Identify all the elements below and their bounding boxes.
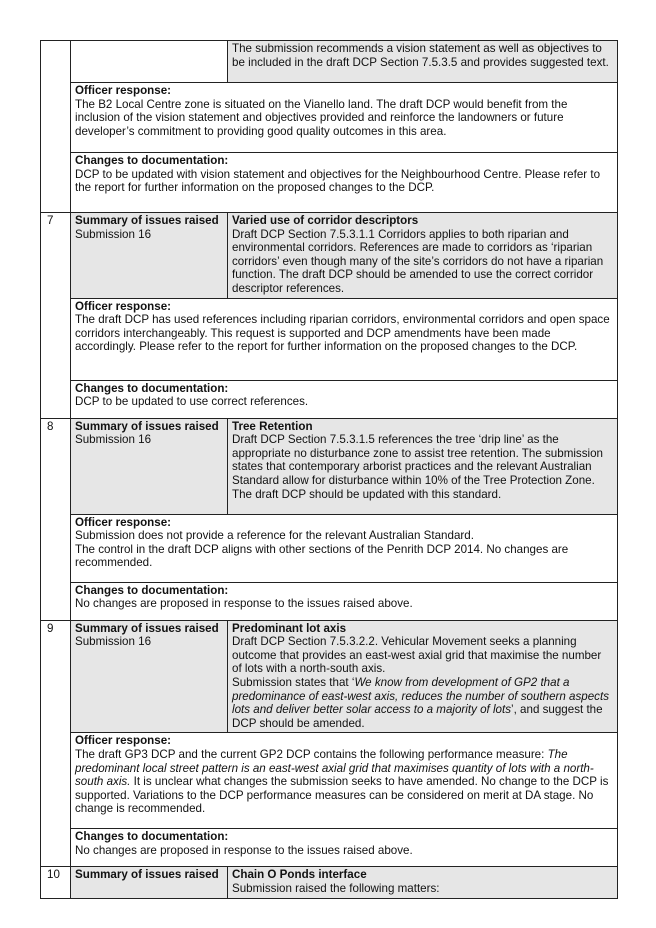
- issue-text: Draft DCP Section 7.5.3.1.5 references the tree ‘drip line’ as the appropriate no disturbance zone to assist tree retention. The submission states that contemporary arborist practices and the relevant Australian Standard allow for disturbance within 10% of the Tree Protection Zone. The draft DCP should be updated with this standard.: [232, 433, 603, 501]
- row-number-cell: 10: [41, 867, 71, 898]
- table-row: [41, 733, 618, 829]
- row-number-cell: 9: [41, 620, 71, 867]
- changes-heading: Changes to documentation:: [75, 154, 229, 167]
- officer-response-cell: [71, 733, 618, 829]
- changes-cell: [71, 582, 618, 620]
- table-row: [41, 153, 618, 213]
- changes-heading: Changes to documentation:: [75, 381, 229, 395]
- table-row: [41, 620, 618, 733]
- changes-cell: [71, 829, 618, 867]
- issue-text-quote: Submission states that ‘We know from development of GP2 that a predominance of east-west axis, reduces the number of southern aspects lots and deliver better solar access to a majority of lots’, and suggest the DCP should be amended.: [232, 675, 610, 730]
- table-row: [41, 213, 618, 299]
- issue-title: Tree Retention: [232, 419, 313, 433]
- issue-text: Draft DCP Section 7.5.3.1.1 Corridors applies to both riparian and environmental corridors. References are made to corridors as ‘riparian corridors’ even though many of the site’s corridors do not have a riparian function. The draft DCP should be amended to use the correct corridor descriptor references.: [232, 227, 604, 295]
- issue-detail-cell: [228, 867, 618, 898]
- table-row: [41, 582, 618, 620]
- officer-response-heading: Officer response:: [75, 515, 171, 529]
- officer-response-text: The draft DCP has used references including riparian corridors, environmental corridors and open space corridors interchangeably. This request is supported and DCP amendments have been made accordingly. Please refer to the report for further information on the proposed changes to the DCP.: [75, 313, 610, 354]
- officer-response-cell: [71, 298, 618, 380]
- changes-heading: Changes to documentation:: [75, 830, 229, 844]
- table-row: [41, 867, 618, 898]
- summary-heading: Summary of issues raised: [75, 214, 219, 227]
- submissions-table: [40, 40, 618, 899]
- changes-text: No changes are proposed in response to the issues raised above.: [75, 597, 413, 611]
- officer-response-cell: [71, 83, 618, 153]
- issue-detail-cell: [228, 41, 618, 83]
- officer-response-heading: Officer response:: [75, 734, 171, 748]
- changes-cell: [71, 380, 618, 418]
- row-number-cell: [41, 41, 71, 213]
- summary-label-cell: [71, 41, 228, 83]
- officer-response-text: The draft GP3 DCP and the current GP2 DCP contains the following performance measure: The predominant local street pattern is an east-west axial grid that maximises quantity of lots with a north-south axis. It is unclear what changes the submission seeks to have amended. No change to the DCP is supported. Variations to the DCP performance measures can be considered on merit at DA stage. No change is recommended.: [75, 747, 609, 816]
- officer-response-heading: Officer response:: [75, 299, 171, 313]
- officer-response-heading: Officer response:: [75, 84, 171, 97]
- table-row: [41, 829, 618, 867]
- summary-heading: Summary of issues raised: [75, 621, 219, 635]
- submission-reference: Submission 16: [75, 433, 152, 447]
- issue-text: Submission raised the following matters:: [232, 881, 440, 895]
- officer-response-text: The control in the draft DCP aligns with other sections of the Penrith DCP 2014. No changes are recommended.: [75, 542, 569, 570]
- submission-reference: Submission 16: [75, 227, 152, 241]
- issue-detail-cell: [228, 418, 618, 514]
- changes-text: DCP to be updated to use correct references.: [75, 395, 309, 409]
- changes-text: DCP to be updated with vision statement and objectives for the Neighbourhood Centre. Please refer to the report for further information on the proposed changes to the DCP.: [75, 167, 601, 195]
- row-number-cell: 7: [41, 213, 71, 419]
- table-row: [41, 418, 618, 514]
- table-row: [41, 298, 618, 380]
- summary-heading: Summary of issues raised: [75, 419, 219, 433]
- changes-text: No changes are proposed in response to the issues raised above.: [75, 843, 413, 857]
- summary-label-cell: [71, 418, 228, 514]
- table-row: [41, 514, 618, 582]
- summary-label-cell: [71, 867, 228, 898]
- summary-heading: Summary of issues raised: [75, 868, 219, 882]
- changes-heading: Changes to documentation:: [75, 583, 229, 597]
- officer-response-cell: [71, 514, 618, 582]
- issue-title: Varied use of corridor descriptors: [232, 214, 419, 227]
- changes-cell: [71, 153, 618, 213]
- officer-response-text: Submission does not provide a reference for the relevant Australian Standard.: [75, 529, 474, 543]
- table-row: [41, 380, 618, 418]
- table-row: [41, 83, 618, 153]
- row-number-cell: 8: [41, 418, 71, 620]
- issue-text: Draft DCP Section 7.5.3.2.2. Vehicular Movement seeks a planning outcome that provides an east-west axial grid that maximise the number of lots with a north-south axis.: [232, 635, 602, 676]
- issue-detail-cell: [228, 213, 618, 299]
- summary-label-cell: [71, 620, 228, 733]
- officer-response-text: The B2 Local Centre zone is situated on the Vianello land. The draft DCP would benefit from the inclusion of the vision statement and objectives provided and reinforce the landowners or future developer’s commitment to providing good quality outcomes in this area.: [75, 97, 568, 138]
- document-page: [40, 40, 617, 899]
- table-row: [41, 41, 618, 83]
- summary-label-cell: [71, 213, 228, 299]
- issue-title: Predominant lot axis: [232, 621, 347, 635]
- issue-text: The submission recommends a vision statement as well as objectives to be included in the draft DCP Section 7.5.3.5 and provides suggested text.: [232, 42, 609, 69]
- submission-reference: Submission 16: [75, 635, 152, 649]
- issue-detail-cell: [228, 620, 618, 733]
- issue-title: Chain O Ponds interface: [232, 868, 367, 882]
